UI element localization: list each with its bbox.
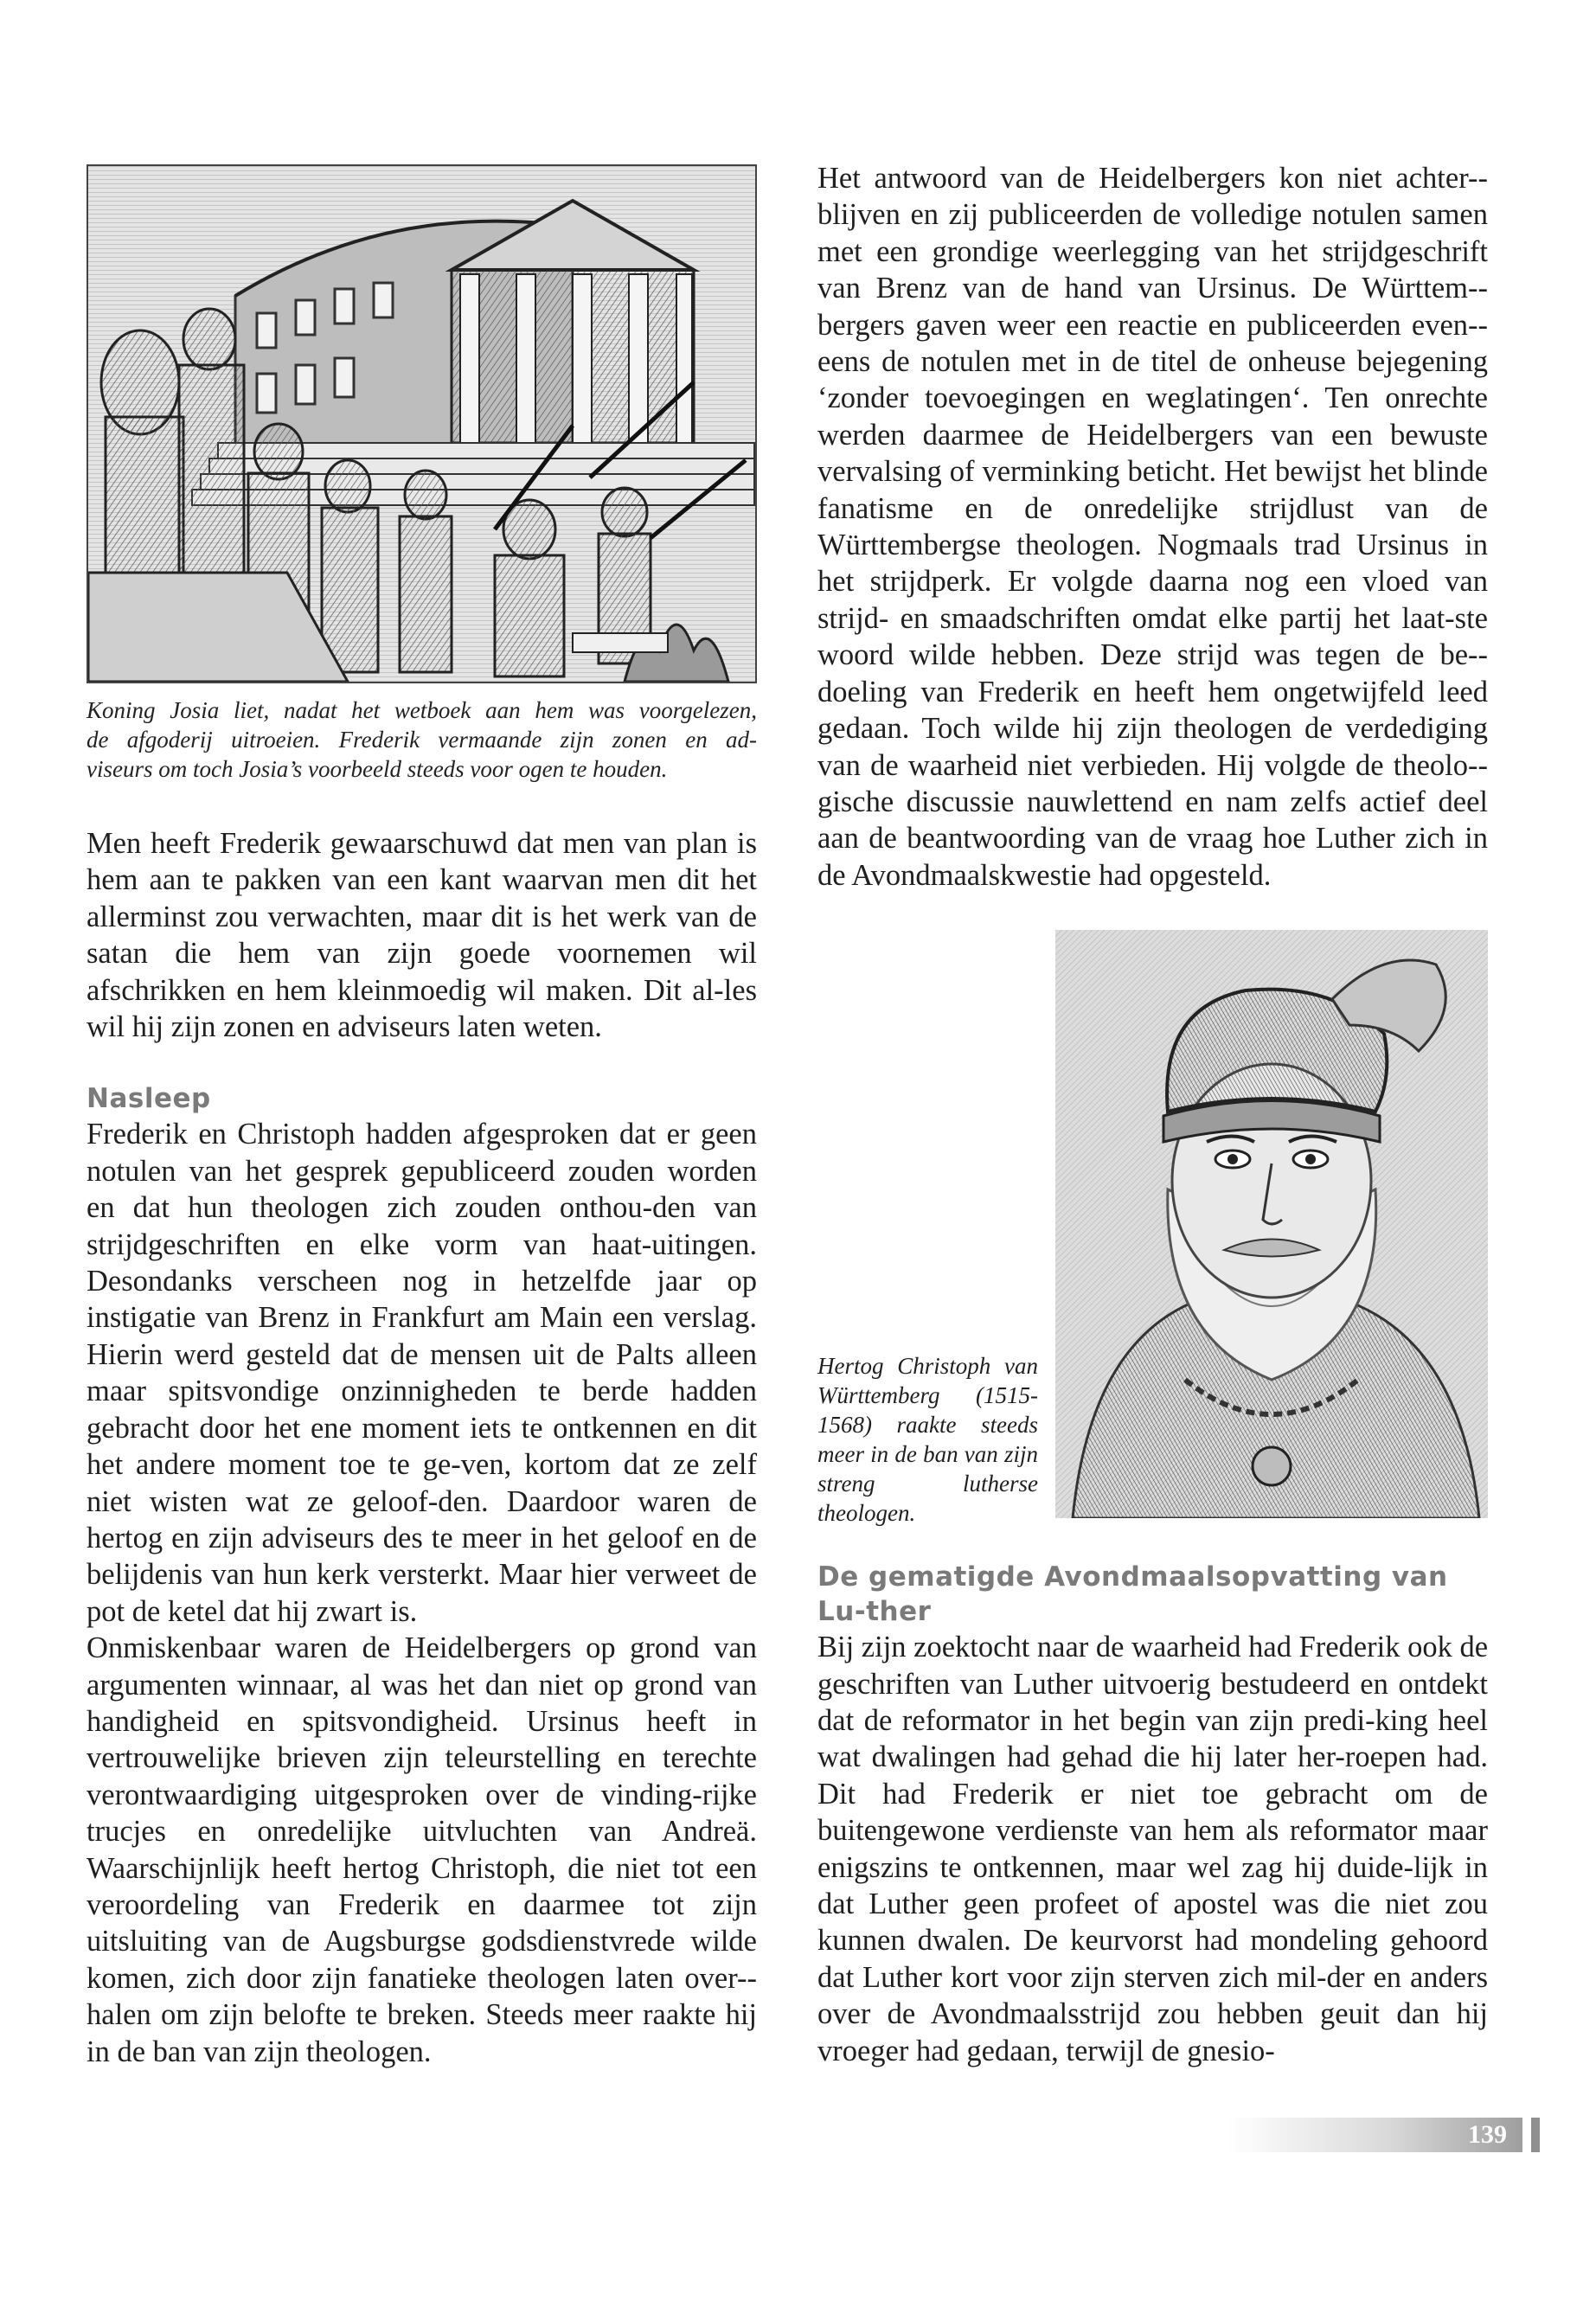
left-column (87, 164, 757, 2070)
right-column (817, 160, 1488, 2069)
josiah-engraving-image (87, 164, 757, 683)
paragraph-warning: Men heeft Frederik gewaarschuwd dat men van plan is hem aan te pakken van een kant waarvan men dit het allerminst zou verwachten, maar dit is het werk van de satan die hem van zijn goede voornemen wil afschrikken en hem kleinmoedig wil maken. Dit al-les wil hij zijn zonen en adviseurs laten weten. (87, 827, 757, 1044)
engraving-drawing (88, 166, 755, 682)
portrait-block (817, 930, 1488, 1553)
heading-nasleep: Nasleep (87, 1083, 211, 1115)
engraving-caption-line-3: viseurs om toch Josia’s voorbeeld steeds voor ogen te houden. (87, 756, 668, 782)
duke-christoph-portrait-image (1055, 930, 1488, 1518)
paragraph-nasleep: Frederik en Christoph hadden afgesproken dat er geen notulen van het gesprek gepubliceerd zouden worden en dat hun theologen zich zouden onthou-den van strijdgeschriften en elke vorm van haat-uitingen. Desondanks verscheen nog in hetzelfde jaar op instigatie van Brenz in Frankfurt am Main een verslag. Hierin werd gesteld dat de mensen uit de Palts alleen maar spitsvondige onzinnigheden te berde hadden gebracht door het ene moment iets te ontkennen en dit het andere moment toe te ge-ven, kortom dat ze zelf niet wisten wat ze geloof-den. Daardoor waren de hertog en zijn adviseurs des te meer in het geloof en de belijdenis van hun kerk versterkt. Maar hier verweet de pot de ketel dat hij zwart is. (87, 1118, 757, 1628)
paragraph-luther-study: Bij zijn zoektocht naar de waarheid had Frederik ook de geschriften van Luther uitvoerig bestudeerd en ontdekt dat de reformator in het begin van zijn predi-king heel wat dwalingen had gehad die hij later her-roepen had. Dit had Frederik er niet toe gebracht om de buitengewone verdienste van hem als reformator maar enigszins te ontkennen, maar wel zag hij duide-lijk in dat Luther geen profeet of apostel was die niet zou kunnen dwalen. De keurvorst had mondeling gehoord dat Luther kort voor zijn sterven zich mil-der en anders over de Avondmaalsstrijd zou hebben geuit dan hij vroeger had gedaan, terwijl de gnesio- (817, 1631, 1489, 2067)
paragraph-heidelbergers-winners: Onmiskenbaar waren de Heidelbergers op grond van argumenten winnaar, al was het dan niet op grond van handigheid en spitsvondigheid. Ursinus heeft in vertrouwelijke brieven zijn teleurstelling en terechte verontwaardiging uitgesproken over de vinding-rijke trucjes en onredelijke uitvluchten van Andreä. Waarschijnlijk heeft hertog Christoph, die niet tot een veroordeling van Frederik en daarmee tot zijn uitsluiting van de Augsburgse godsdienstvrede wilde komen, zich door zijn fanatieke theologen laten over-halen om zijn belofte te breken. Steeds meer raakte hij in de ban van zijn theologen. (87, 1631, 757, 2068)
heading-luther-view: De gematigde Avondmaalsopvatting van Lu-ther (817, 1561, 1448, 1628)
engraving-caption (87, 695, 757, 784)
page-number-end-tick (1531, 2118, 1540, 2152)
page-number: 139 (1468, 2120, 1507, 2149)
engraving-caption-line-1: Koning Josia liet, nadat het wetboek aan hem was voorgelezen, (87, 697, 757, 723)
paragraph-heidelberg-answer: Het antwoord van de Heidelbergers kon niet achter-blijven en zij publiceerden de volledige notulen samen met een grondige weerlegging van het strijdgeschrift van Brenz van de hand van Ursinus. De Württem-bergers gaven weer een reactie en publiceerden even-eens de notulen met in de titel de onheuse bejegening ‘zonder toevoegingen en weglatingen‘. Ten onrechte werden daarmee de Heidelbergers van een bewuste vervalsing of verminking beticht. Het bewijst het blinde fanatisme en de onredelijke strijdlust van de Württembergse theologen. Nogmaals trad Ursinus in het strijdperk. Er volgde daarna nog een vloed van strijd- en smaadschriften omdat elke partij het laat-ste woord wilde hebben. Deze strijd was tegen de be-doeling van Frederik en heeft hem ongetwijfeld leed gedaan. Toch wilde hij zijn theologen de verdediging van de waarheid niet verbieden. Hij volgde de theolo-gische discussie nauwlettend en nam zelfs actief deel aan de beantwoording van de vraag hoe Luther zich in de Avondmaalskwestie had opgesteld. (817, 162, 1488, 892)
engraving-caption-line-2: de afgoderij uitroeien. Frederik vermaande zijn zonen en ad- (87, 727, 757, 753)
page-number-bar (1228, 2118, 1522, 2152)
portrait-drawing (1055, 930, 1488, 1518)
portrait-caption: Hertog Christoph van Württemberg (1515-1568) raakte steeds meer in de ban van zijn streng lutherse theologen. (817, 1353, 1038, 1527)
